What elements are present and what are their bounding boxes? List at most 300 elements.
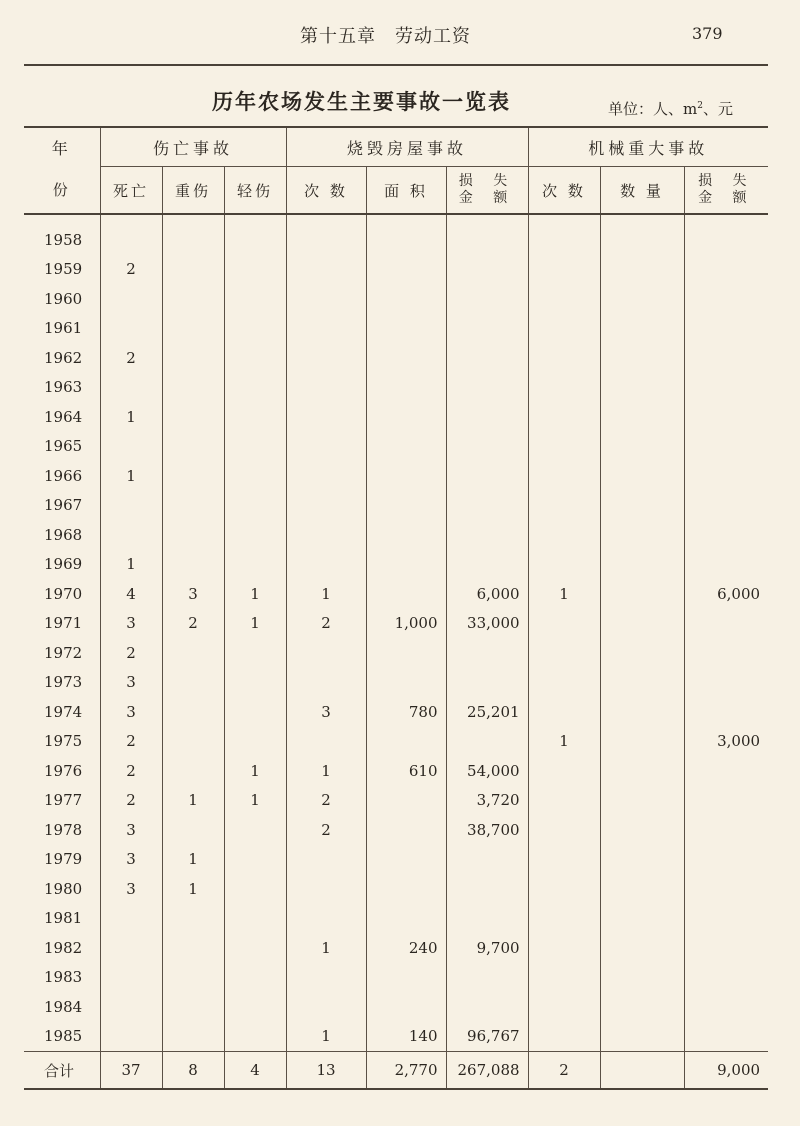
cell-fire-area [366, 491, 446, 521]
cell-death [100, 284, 162, 314]
cell-fire-count [286, 668, 366, 698]
table-row [24, 491, 768, 521]
cell-fire-count: 2 [286, 815, 366, 845]
cell-mach-qty [600, 933, 684, 963]
cell-mach-qty [600, 1022, 684, 1052]
cell-serious: 3 [162, 579, 224, 609]
table-row [24, 845, 768, 875]
table-title: 历年农场发生主要事故一览表 [212, 89, 511, 114]
cell-mach-qty [600, 225, 684, 255]
cell-mach-loss [684, 432, 768, 462]
cell-death [100, 904, 162, 934]
cell-serious [162, 963, 224, 993]
cell-fire-area [366, 904, 446, 934]
cell-death: 2 [100, 756, 162, 786]
cell-fire-loss [446, 491, 528, 521]
cell-mach-qty [600, 786, 684, 816]
cell-year: 1972 [44, 643, 83, 662]
minor-injury-header: 轻伤 [224, 167, 286, 215]
cell-mach-qty [600, 904, 684, 934]
cell-fire-loss [446, 225, 528, 255]
cell-mach-qty [600, 963, 684, 993]
cell-mach-count [528, 314, 600, 344]
cell-mach-loss [684, 461, 768, 491]
cell-mach-count [528, 550, 600, 580]
cell-mach-loss [684, 550, 768, 580]
cell-death: 4 [100, 579, 162, 609]
spacer-row [24, 214, 768, 225]
cell-death [100, 373, 162, 403]
table-row [24, 520, 768, 550]
table-row [24, 697, 768, 727]
cell-serious [162, 314, 224, 344]
cell-fire-loss [446, 992, 528, 1022]
cell-death: 3 [100, 815, 162, 845]
cell-year: 1979 [44, 850, 83, 869]
cell-fire-area [366, 314, 446, 344]
cell-serious: 1 [162, 845, 224, 875]
unit-superscript: 2 [697, 101, 703, 111]
cell-death: 3 [100, 609, 162, 639]
cell-year: 1970 [44, 584, 83, 603]
cell-minor [224, 225, 286, 255]
cell-mach-count [528, 963, 600, 993]
cell-mach-qty [600, 373, 684, 403]
cell-death: 37 [100, 1052, 162, 1090]
cell-fire-area [366, 874, 446, 904]
cell-fire-count: 3 [286, 697, 366, 727]
cell-mach-loss [684, 845, 768, 875]
cell-mach-count [528, 933, 600, 963]
cell-fire-count [286, 284, 366, 314]
cell-year: 1961 [44, 319, 83, 338]
cell-minor [224, 550, 286, 580]
cell-year: 1962 [44, 348, 83, 367]
table-row [24, 638, 768, 668]
cell-serious [162, 432, 224, 462]
cell-fire-area [366, 727, 446, 757]
cell-serious [162, 550, 224, 580]
cell-fire-area [366, 225, 446, 255]
cell-mach-count [528, 225, 600, 255]
cell-mach-qty [600, 609, 684, 639]
cell-mach-loss [684, 697, 768, 727]
cell-fire-loss [446, 874, 528, 904]
cell-mach-qty [600, 461, 684, 491]
cell-mach-qty [600, 668, 684, 698]
cell-mach-count [528, 255, 600, 285]
cell-mach-count [528, 461, 600, 491]
cell-minor [224, 373, 286, 403]
cell-death: 2 [100, 343, 162, 373]
cell-year: 1978 [44, 820, 83, 839]
cell-minor [224, 1022, 286, 1052]
cell-fire-count: 1 [286, 933, 366, 963]
cell-serious [162, 520, 224, 550]
cell-mach-count [528, 609, 600, 639]
cell-mach-qty [600, 520, 684, 550]
cell-mach-loss [684, 609, 768, 639]
cell-mach-loss [684, 402, 768, 432]
cell-minor [224, 963, 286, 993]
mach-qty-header: 数 量 [600, 167, 684, 215]
cell-mach-qty [600, 402, 684, 432]
cell-fire-loss: 38,700 [446, 815, 528, 845]
cell-fire-area [366, 284, 446, 314]
cell-minor [224, 520, 286, 550]
cell-serious [162, 225, 224, 255]
cell-fire-loss: 3,720 [446, 786, 528, 816]
cell-death [100, 314, 162, 344]
cell-fire-count [286, 225, 366, 255]
cell-mach-count: 1 [528, 579, 600, 609]
cell-serious [162, 668, 224, 698]
cell-fire-area [366, 963, 446, 993]
cell-year: 1966 [44, 466, 83, 485]
mach-loss-header-line1: 损 失 [698, 173, 755, 189]
table-row [24, 314, 768, 344]
cell-year: 1964 [44, 407, 83, 426]
table-row [24, 432, 768, 462]
table-row [24, 668, 768, 698]
table-row [24, 343, 768, 373]
table-row [24, 609, 768, 639]
cell-fire-loss [446, 668, 528, 698]
cell-mach-loss: 6,000 [684, 579, 768, 609]
cell-fire-count [286, 255, 366, 285]
table-row [24, 1022, 768, 1052]
cell-year: 1981 [44, 909, 83, 928]
cell-fire-count [286, 992, 366, 1022]
cell-mach-qty [600, 491, 684, 521]
cell-fire-loss: 9,700 [446, 933, 528, 963]
cell-year: 1971 [44, 614, 83, 633]
cell-fire-loss [446, 904, 528, 934]
cell-mach-count [528, 1022, 600, 1052]
cell-mach-loss [684, 225, 768, 255]
cell-mach-count [528, 343, 600, 373]
cell-year: 1959 [44, 260, 83, 279]
cell-minor [224, 992, 286, 1022]
table-row [24, 963, 768, 993]
cell-minor [224, 845, 286, 875]
cell-mach-count [528, 402, 600, 432]
cell-minor [224, 668, 286, 698]
cell-fire-area [366, 638, 446, 668]
cell-year: 1974 [44, 702, 83, 721]
cell-mach-qty [600, 255, 684, 285]
cell-year: 1977 [44, 791, 83, 810]
cell-serious [162, 343, 224, 373]
cell-fire-count [286, 904, 366, 934]
unit-prefix: 单位：人、m [608, 100, 698, 118]
cell-mach-count [528, 815, 600, 845]
cell-mach-loss [684, 373, 768, 403]
cell-fire-count [286, 520, 366, 550]
cell-mach-loss [684, 992, 768, 1022]
cell-fire-area [366, 550, 446, 580]
cell-mach-loss [684, 314, 768, 344]
cell-serious [162, 402, 224, 432]
casualty-group-header: 伤亡事故 [100, 127, 286, 167]
cell-fire-area [366, 343, 446, 373]
cell-fire-loss: 267,088 [446, 1052, 528, 1090]
cell-mach-count: 1 [528, 727, 600, 757]
cell-mach-count [528, 697, 600, 727]
cell-fire-loss [446, 520, 528, 550]
cell-fire-area [366, 992, 446, 1022]
cell-fire-area [366, 461, 446, 491]
cell-fire-count [286, 727, 366, 757]
cell-mach-count [528, 845, 600, 875]
cell-year: 1976 [44, 761, 83, 780]
cell-year: 1958 [44, 230, 83, 249]
cell-minor [224, 284, 286, 314]
cell-mach-count [528, 284, 600, 314]
cell-death: 3 [100, 668, 162, 698]
cell-mach-qty [600, 343, 684, 373]
cell-fire-area: 140 [366, 1022, 446, 1052]
cell-mach-loss [684, 491, 768, 521]
table-row [24, 874, 768, 904]
cell-year: 1969 [44, 555, 83, 574]
cell-death: 2 [100, 786, 162, 816]
cell-minor: 1 [224, 609, 286, 639]
table-row [24, 373, 768, 403]
cell-fire-count [286, 314, 366, 344]
year-header-bottom: 份 [52, 181, 71, 200]
cell-mach-qty [600, 638, 684, 668]
cell-minor [224, 815, 286, 845]
cell-fire-loss: 25,201 [446, 697, 528, 727]
cell-death: 2 [100, 638, 162, 668]
cell-serious [162, 461, 224, 491]
cell-mach-qty [600, 284, 684, 314]
cell-fire-area [366, 845, 446, 875]
table-row [24, 815, 768, 845]
cell-mach-qty [600, 1052, 684, 1090]
cell-minor: 1 [224, 756, 286, 786]
accident-table [24, 126, 768, 1090]
cell-minor [224, 314, 286, 344]
cell-fire-area [366, 402, 446, 432]
cell-mach-count [528, 668, 600, 698]
cell-fire-loss: 33,000 [446, 609, 528, 639]
cell-mach-count [528, 786, 600, 816]
cell-fire-area [366, 255, 446, 285]
cell-year: 1985 [44, 1027, 83, 1046]
cell-death [100, 1022, 162, 1052]
cell-fire-count [286, 963, 366, 993]
table-row [24, 255, 768, 285]
mach-loss-header-line2: 金 额 [698, 190, 755, 206]
cell-year: 1963 [44, 378, 83, 397]
cell-fire-loss [446, 373, 528, 403]
table-row [24, 992, 768, 1022]
cell-serious: 2 [162, 609, 224, 639]
fire-area-header: 面 积 [366, 167, 446, 215]
table-row [24, 933, 768, 963]
cell-mach-qty [600, 550, 684, 580]
cell-fire-count: 2 [286, 786, 366, 816]
cell-fire-count: 1 [286, 756, 366, 786]
cell-death [100, 933, 162, 963]
cell-minor [224, 874, 286, 904]
cell-mach-qty [600, 845, 684, 875]
cell-serious [162, 992, 224, 1022]
cell-fire-count [286, 845, 366, 875]
mach-loss-header [684, 167, 768, 215]
cell-death: 3 [100, 874, 162, 904]
cell-mach-loss [684, 786, 768, 816]
cell-minor [224, 255, 286, 285]
table-row [24, 579, 768, 609]
cell-serious [162, 756, 224, 786]
cell-mach-loss [684, 668, 768, 698]
cell-death: 3 [100, 697, 162, 727]
machinery-group-header: 机械重大事故 [528, 127, 768, 167]
table-row [24, 550, 768, 580]
cell-death: 1 [100, 402, 162, 432]
cell-mach-count [528, 432, 600, 462]
cell-death [100, 992, 162, 1022]
cell-fire-loss [446, 550, 528, 580]
cell-mach-loss [684, 343, 768, 373]
page-number: 379 [692, 24, 723, 43]
cell-mach-loss [684, 904, 768, 934]
cell-minor [224, 697, 286, 727]
cell-fire-loss [446, 638, 528, 668]
cell-fire-area: 1,000 [366, 609, 446, 639]
table-row [24, 284, 768, 314]
table-row [24, 727, 768, 757]
cell-fire-loss [446, 845, 528, 875]
fire-group-header: 烧毁房屋事故 [286, 127, 528, 167]
cell-minor [224, 343, 286, 373]
cell-year: 1967 [44, 496, 83, 515]
cell-fire-count: 1 [286, 1022, 366, 1052]
table-row [24, 461, 768, 491]
cell-death [100, 225, 162, 255]
cell-year: 1968 [44, 525, 83, 544]
table-row [24, 402, 768, 432]
cell-mach-qty [600, 815, 684, 845]
cell-minor [224, 638, 286, 668]
cell-mach-qty [600, 432, 684, 462]
unit-note [608, 98, 733, 119]
table-row [24, 904, 768, 934]
serious-injury-header: 重伤 [162, 167, 224, 215]
cell-serious [162, 255, 224, 285]
cell-fire-count [286, 402, 366, 432]
cell-fire-loss [446, 402, 528, 432]
cell-year: 1975 [44, 732, 83, 751]
cell-year: 1984 [44, 997, 83, 1016]
cell-mach-qty [600, 697, 684, 727]
cell-minor: 4 [224, 1052, 286, 1090]
cell-mach-loss [684, 1022, 768, 1052]
cell-fire-area: 240 [366, 933, 446, 963]
cell-year: 1973 [44, 673, 83, 692]
cell-serious [162, 638, 224, 668]
cell-fire-area [366, 668, 446, 698]
cell-fire-loss: 96,767 [446, 1022, 528, 1052]
fire-loss-header [446, 167, 528, 215]
cell-death [100, 432, 162, 462]
fire-count-header: 次 数 [286, 167, 366, 215]
cell-fire-area: 610 [366, 756, 446, 786]
cell-mach-qty [600, 314, 684, 344]
cell-year: 1965 [44, 437, 83, 456]
cell-serious: 1 [162, 874, 224, 904]
cell-fire-loss [446, 343, 528, 373]
unit-suffix: 、元 [702, 100, 733, 118]
cell-serious [162, 491, 224, 521]
fire-loss-header-line2: 金 额 [458, 190, 516, 206]
cell-fire-loss: 54,000 [446, 756, 528, 786]
cell-fire-loss: 6,000 [446, 579, 528, 609]
cell-mach-loss [684, 638, 768, 668]
cell-mach-count [528, 874, 600, 904]
cell-fire-count [286, 432, 366, 462]
cell-fire-loss [446, 255, 528, 285]
cell-mach-loss [684, 815, 768, 845]
cell-fire-count [286, 373, 366, 403]
cell-fire-area: 2,770 [366, 1052, 446, 1090]
cell-mach-qty [600, 756, 684, 786]
cell-serious [162, 697, 224, 727]
cell-minor: 1 [224, 786, 286, 816]
cell-fire-count [286, 343, 366, 373]
cell-death [100, 520, 162, 550]
cell-serious [162, 815, 224, 845]
cell-minor [224, 461, 286, 491]
cell-mach-count [528, 992, 600, 1022]
cell-death [100, 491, 162, 521]
cell-minor [224, 727, 286, 757]
cell-fire-area [366, 373, 446, 403]
cell-mach-qty [600, 727, 684, 757]
cell-fire-area [366, 579, 446, 609]
cell-minor [224, 491, 286, 521]
mach-count-header: 次 数 [528, 167, 600, 215]
cell-minor [224, 904, 286, 934]
cell-serious [162, 284, 224, 314]
cell-mach-qty [600, 579, 684, 609]
cell-mach-count [528, 491, 600, 521]
cell-serious: 1 [162, 786, 224, 816]
cell-serious [162, 727, 224, 757]
death-header: 死亡 [100, 167, 162, 215]
cell-death: 1 [100, 550, 162, 580]
cell-death [100, 963, 162, 993]
header-rule [24, 64, 768, 66]
chapter-title: 第十五章 劳动工资 [300, 26, 471, 47]
cell-fire-area [366, 786, 446, 816]
cell-mach-qty [600, 874, 684, 904]
cell-year: 1983 [44, 968, 83, 987]
cell-serious [162, 373, 224, 403]
cell-mach-loss [684, 284, 768, 314]
cell-minor [224, 402, 286, 432]
cell-year: 1960 [44, 289, 83, 308]
cell-mach-count [528, 904, 600, 934]
cell-fire-count: 2 [286, 609, 366, 639]
total-row [24, 1052, 768, 1090]
cell-year: 1980 [44, 879, 83, 898]
cell-mach-loss [684, 933, 768, 963]
cell-mach-loss: 3,000 [684, 727, 768, 757]
